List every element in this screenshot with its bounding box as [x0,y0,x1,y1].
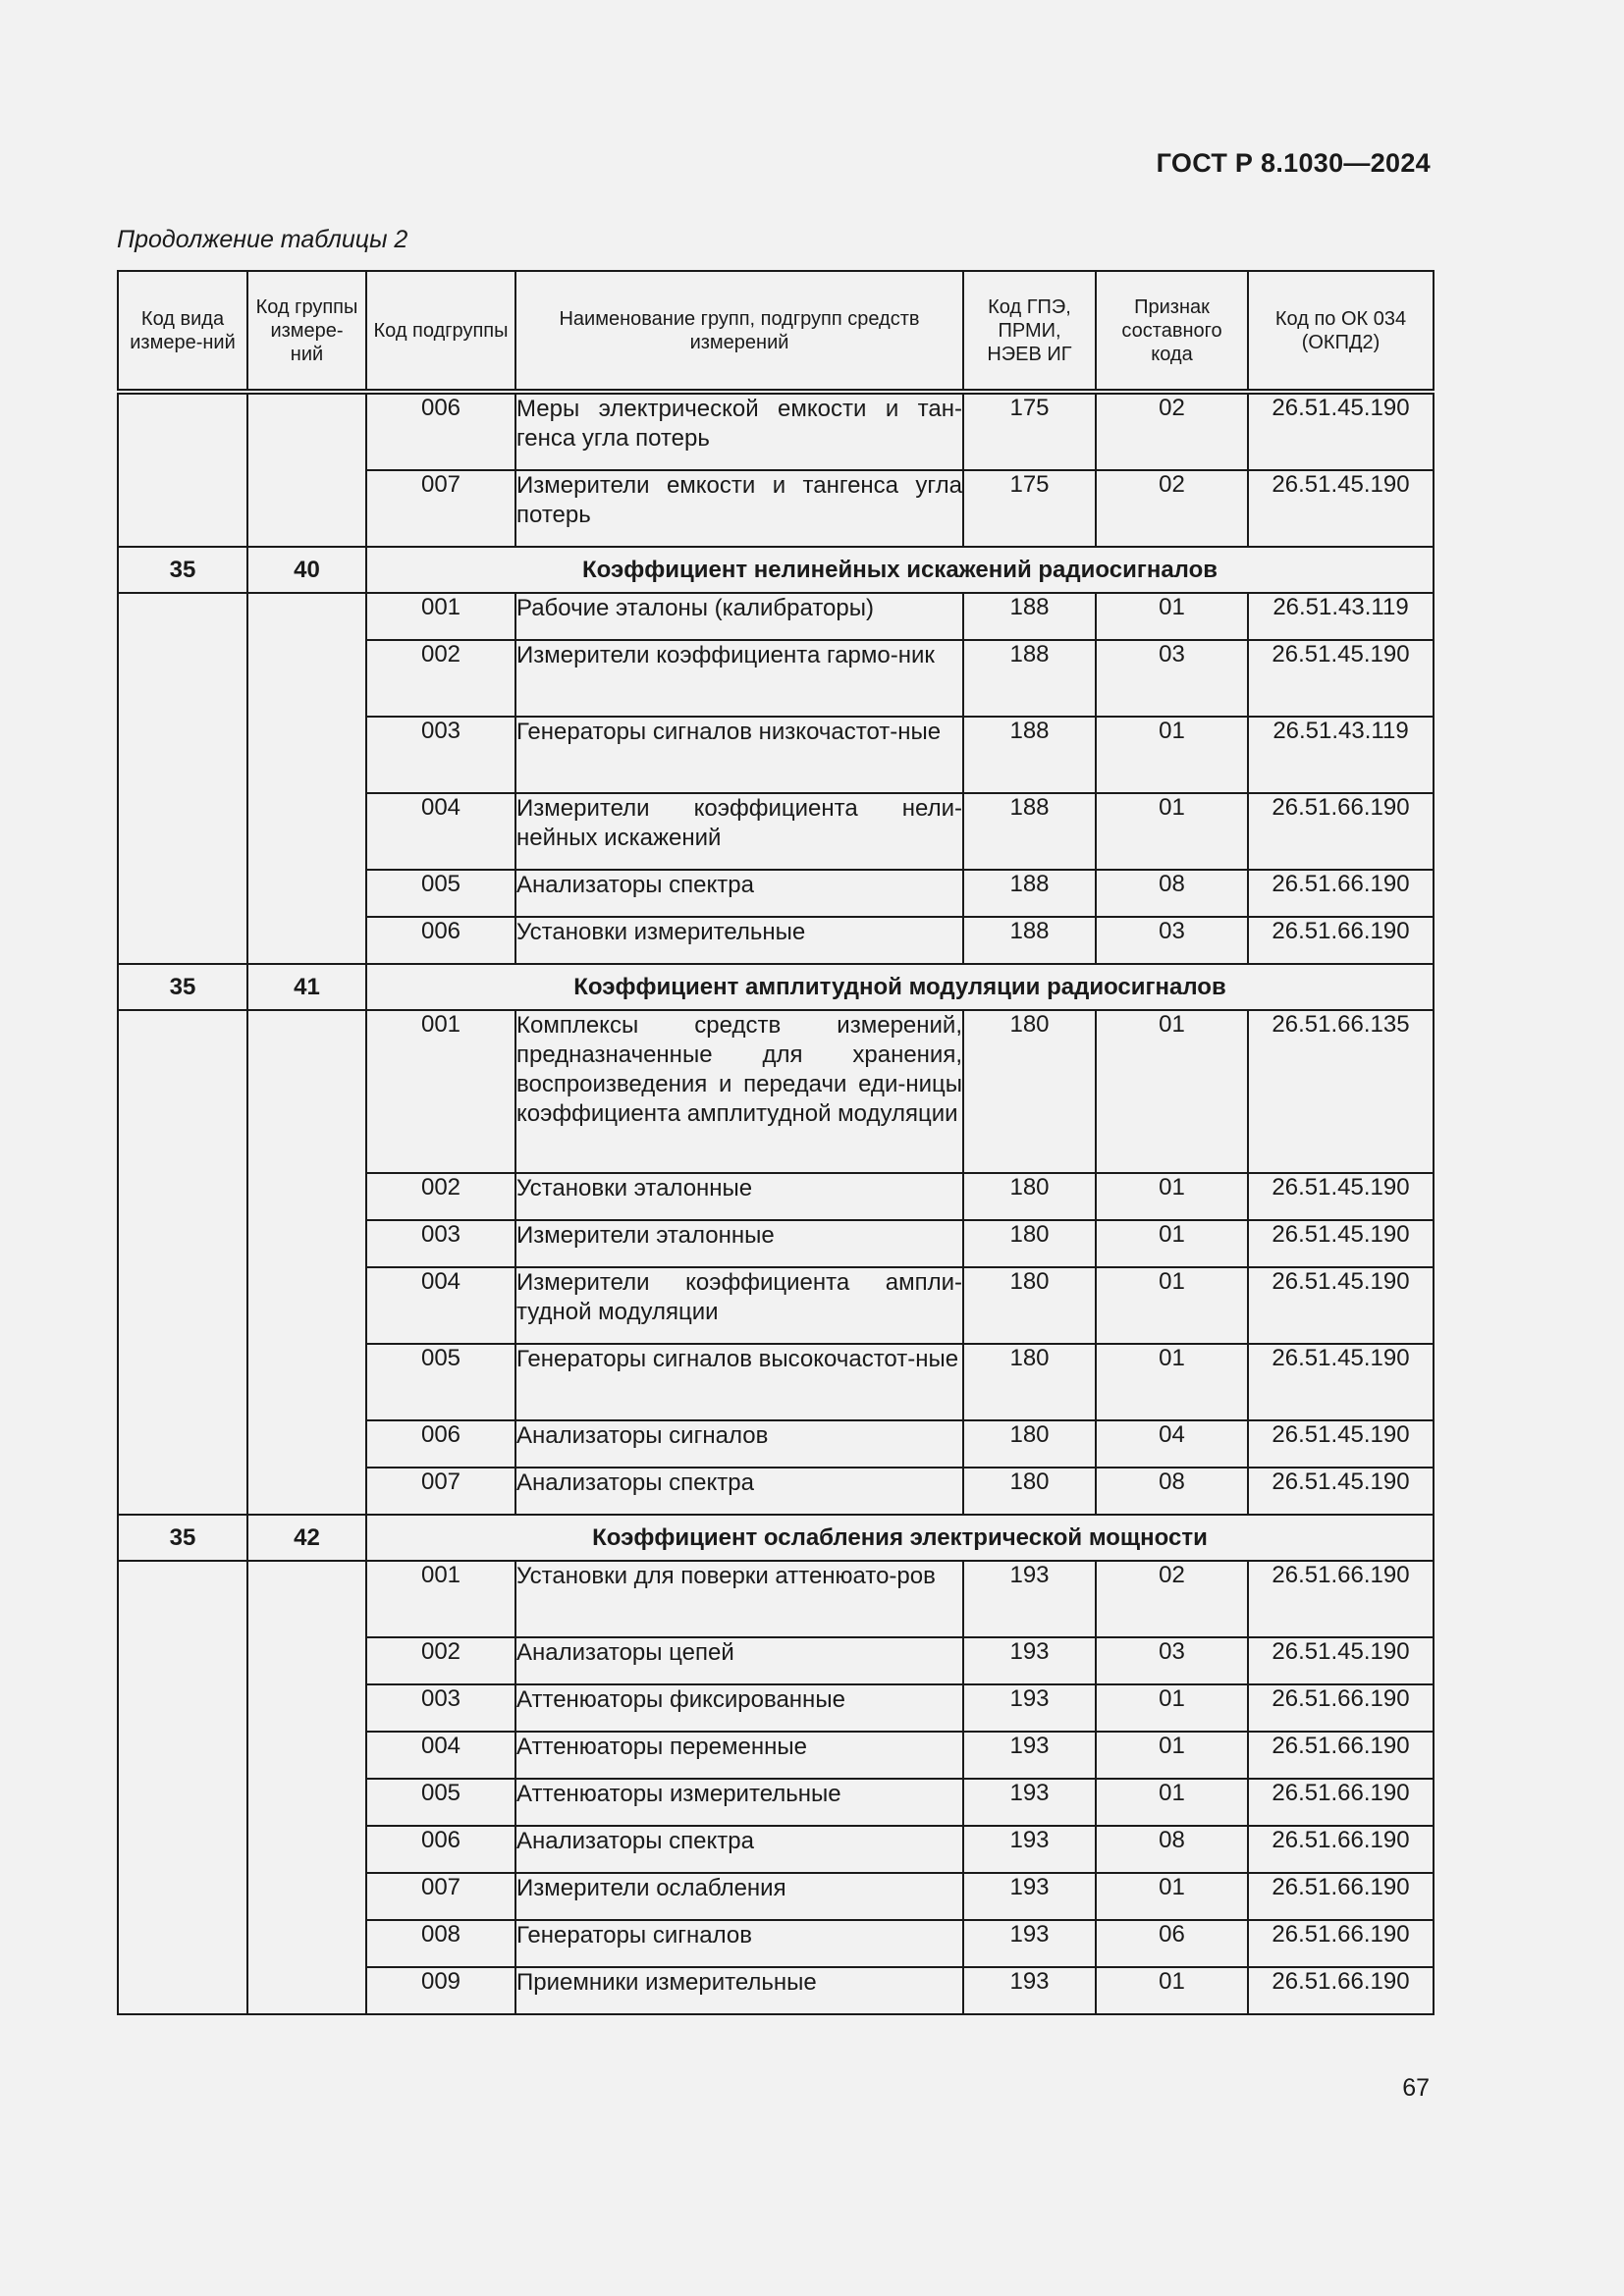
table-header-row [118,271,1434,392]
group-kind-code: 35 [118,547,247,593]
gpe-code-cell: 193 [963,1637,1096,1684]
okpd-code-cell: 26.51.66.190 [1248,1561,1434,1637]
composite-sign-cell: 03 [1096,640,1248,717]
instrument-name-cell: Установки измерительные [515,917,963,964]
group-code-cell-empty [247,392,366,547]
okpd-code-cell: 26.51.45.190 [1248,1637,1434,1684]
gpe-code-cell: 180 [963,1173,1096,1220]
okpd-code-cell: 26.51.45.190 [1248,1220,1434,1267]
table-row [118,1010,1434,1173]
instrument-name-cell: Генераторы сигналов высокочастот-ные [515,1344,963,1420]
kind-code-cell-empty [118,1561,247,2014]
gpe-code-cell: 175 [963,392,1096,470]
subgroup-code-cell: 006 [366,1420,515,1468]
table-row [118,1561,1434,1637]
gpe-code-cell: 193 [963,1826,1096,1873]
subgroup-code-cell: 005 [366,1779,515,1826]
subgroup-code-cell: 002 [366,640,515,717]
composite-sign-cell: 08 [1096,1826,1248,1873]
composite-sign-cell: 01 [1096,1873,1248,1920]
subgroup-code-cell: 009 [366,1967,515,2014]
column-header-subgroup-code: Код подгруппы [366,271,515,392]
group-header-row [118,547,1434,593]
subgroup-code-cell: 001 [366,593,515,640]
instrument-name-cell: Меры электрической емкости и тан-генса угла потерь [515,392,963,470]
composite-sign-cell: 02 [1096,470,1248,547]
classification-table [117,270,1435,2015]
instrument-name-cell: Комплексы средств измерений, предназначенные для хранения, воспроизведения и передачи еди-ницы коэффициента амплитудной модуляции [515,1010,963,1173]
okpd-code-cell: 26.51.45.190 [1248,1420,1434,1468]
gpe-code-cell: 188 [963,870,1096,917]
okpd-code-cell: 26.51.66.190 [1248,917,1434,964]
kind-code-cell-empty [118,1010,247,1515]
gpe-code-cell: 188 [963,717,1096,793]
subgroup-code-cell: 008 [366,1920,515,1967]
gpe-code-cell: 193 [963,1561,1096,1637]
gpe-code-cell: 193 [963,1873,1096,1920]
instrument-name-cell: Анализаторы спектра [515,1468,963,1515]
instrument-name-cell: Измерители коэффициента нели-нейных искажений [515,793,963,870]
gpe-code-cell: 188 [963,917,1096,964]
kind-code-cell-empty [118,593,247,964]
okpd-code-cell: 26.51.43.119 [1248,593,1434,640]
group-code: 40 [247,547,366,593]
table-body [118,392,1434,2014]
subgroup-code-cell: 003 [366,1684,515,1732]
table-caption: Продолжение таблицы 2 [117,226,408,253]
okpd-code-cell: 26.51.66.190 [1248,1826,1434,1873]
composite-sign-cell: 01 [1096,717,1248,793]
document-code: ГОСТ Р 8.1030—2024 [1156,148,1431,178]
composite-sign-cell: 03 [1096,917,1248,964]
composite-sign-cell: 01 [1096,1684,1248,1732]
composite-sign-cell: 08 [1096,870,1248,917]
subgroup-code-cell: 006 [366,917,515,964]
column-header-name: Наименование групп, подгрупп средств измерений [515,271,963,392]
composite-sign-cell: 06 [1096,1920,1248,1967]
column-header-composite-sign: Признак составного кода [1096,271,1248,392]
instrument-name-cell: Измерители эталонные [515,1220,963,1267]
group-kind-code: 35 [118,1515,247,1561]
gpe-code-cell: 175 [963,470,1096,547]
subgroup-code-cell: 007 [366,1873,515,1920]
instrument-name-cell: Генераторы сигналов низкочастот-ные [515,717,963,793]
gpe-code-cell: 193 [963,1732,1096,1779]
instrument-name-cell: Измерители емкости и тангенса угла потерь [515,470,963,547]
okpd-code-cell: 26.51.43.119 [1248,717,1434,793]
instrument-name-cell: Установки эталонные [515,1173,963,1220]
column-header-okpd-code: Код по ОК 034 (ОКПД2) [1248,271,1434,392]
table-row [118,593,1434,640]
okpd-code-cell: 26.51.66.190 [1248,1732,1434,1779]
gpe-code-cell: 193 [963,1684,1096,1732]
okpd-code-cell: 26.51.66.190 [1248,1967,1434,2014]
okpd-code-cell: 26.51.66.135 [1248,1010,1434,1173]
okpd-code-cell: 26.51.45.190 [1248,1468,1434,1515]
group-header-row [118,964,1434,1010]
composite-sign-cell: 01 [1096,1967,1248,2014]
group-code: 42 [247,1515,366,1561]
gpe-code-cell: 193 [963,1779,1096,1826]
group-title: Коэффициент амплитудной модуляции радиосигналов [366,964,1434,1010]
instrument-name-cell: Анализаторы цепей [515,1637,963,1684]
gpe-code-cell: 193 [963,1920,1096,1967]
page-number: 67 [1402,2074,1430,2102]
group-header-row [118,1515,1434,1561]
group-code-cell-empty [247,1561,366,2014]
composite-sign-cell: 01 [1096,593,1248,640]
okpd-code-cell: 26.51.66.190 [1248,1684,1434,1732]
gpe-code-cell: 180 [963,1010,1096,1173]
group-code-cell-empty [247,593,366,964]
subgroup-code-cell: 001 [366,1010,515,1173]
subgroup-code-cell: 006 [366,392,515,470]
instrument-name-cell: Анализаторы спектра [515,1826,963,1873]
composite-sign-cell: 02 [1096,1561,1248,1637]
subgroup-code-cell: 005 [366,1344,515,1420]
subgroup-code-cell: 004 [366,1732,515,1779]
composite-sign-cell: 03 [1096,1637,1248,1684]
gpe-code-cell: 180 [963,1220,1096,1267]
instrument-name-cell: Анализаторы сигналов [515,1420,963,1468]
composite-sign-cell: 01 [1096,1220,1248,1267]
okpd-code-cell: 26.51.45.190 [1248,640,1434,717]
composite-sign-cell: 01 [1096,1267,1248,1344]
okpd-code-cell: 26.51.66.190 [1248,870,1434,917]
gpe-code-cell: 188 [963,793,1096,870]
gpe-code-cell: 180 [963,1420,1096,1468]
subgroup-code-cell: 003 [366,1220,515,1267]
okpd-code-cell: 26.51.45.190 [1248,1267,1434,1344]
subgroup-code-cell: 006 [366,1826,515,1873]
subgroup-code-cell: 002 [366,1637,515,1684]
okpd-code-cell: 26.51.66.190 [1248,793,1434,870]
subgroup-code-cell: 002 [366,1173,515,1220]
composite-sign-cell: 01 [1096,1010,1248,1173]
composite-sign-cell: 08 [1096,1468,1248,1515]
instrument-name-cell: Приемники измерительные [515,1967,963,2014]
subgroup-code-cell: 007 [366,470,515,547]
instrument-name-cell: Измерители коэффициента ампли-тудной модуляции [515,1267,963,1344]
composite-sign-cell: 01 [1096,1779,1248,1826]
kind-code-cell-empty [118,392,247,547]
subgroup-code-cell: 004 [366,1267,515,1344]
instrument-name-cell: Установки для поверки аттенюато-ров [515,1561,963,1637]
composite-sign-cell: 02 [1096,392,1248,470]
group-code-cell-empty [247,1010,366,1515]
instrument-name-cell: Рабочие эталоны (калибраторы) [515,593,963,640]
instrument-name-cell: Измерители ослабления [515,1873,963,1920]
subgroup-code-cell: 007 [366,1468,515,1515]
composite-sign-cell: 01 [1096,1173,1248,1220]
group-code: 41 [247,964,366,1010]
composite-sign-cell: 01 [1096,1344,1248,1420]
okpd-code-cell: 26.51.45.190 [1248,1173,1434,1220]
column-header-kind-code: Код вида измере-ний [118,271,247,392]
okpd-code-cell: 26.51.66.190 [1248,1873,1434,1920]
group-kind-code: 35 [118,964,247,1010]
okpd-code-cell: 26.51.45.190 [1248,1344,1434,1420]
composite-sign-cell: 04 [1096,1420,1248,1468]
gpe-code-cell: 180 [963,1344,1096,1420]
instrument-name-cell: Анализаторы спектра [515,870,963,917]
gpe-code-cell: 188 [963,640,1096,717]
subgroup-code-cell: 004 [366,793,515,870]
subgroup-code-cell: 003 [366,717,515,793]
subgroup-code-cell: 001 [366,1561,515,1637]
instrument-name-cell: Аттенюаторы фиксированные [515,1684,963,1732]
gpe-code-cell: 180 [963,1468,1096,1515]
instrument-name-cell: Аттенюаторы измерительные [515,1779,963,1826]
subgroup-code-cell: 005 [366,870,515,917]
composite-sign-cell: 01 [1096,793,1248,870]
okpd-code-cell: 26.51.66.190 [1248,1920,1434,1967]
instrument-name-cell: Генераторы сигналов [515,1920,963,1967]
instrument-name-cell: Измерители коэффициента гармо-ник [515,640,963,717]
group-title: Коэффициент нелинейных искажений радиосигналов [366,547,1434,593]
gpe-code-cell: 188 [963,593,1096,640]
table-row [118,392,1434,470]
composite-sign-cell: 01 [1096,1732,1248,1779]
okpd-code-cell: 26.51.45.190 [1248,392,1434,470]
gpe-code-cell: 180 [963,1267,1096,1344]
instrument-name-cell: Аттенюаторы переменные [515,1732,963,1779]
okpd-code-cell: 26.51.66.190 [1248,1779,1434,1826]
okpd-code-cell: 26.51.45.190 [1248,470,1434,547]
group-title: Коэффициент ослабления электрической мощности [366,1515,1434,1561]
column-header-group-code: Код группы измере-ний [247,271,366,392]
gpe-code-cell: 193 [963,1967,1096,2014]
column-header-gpe-code: Код ГПЭ, ПРМИ, НЭЕВ ИГ [963,271,1096,392]
